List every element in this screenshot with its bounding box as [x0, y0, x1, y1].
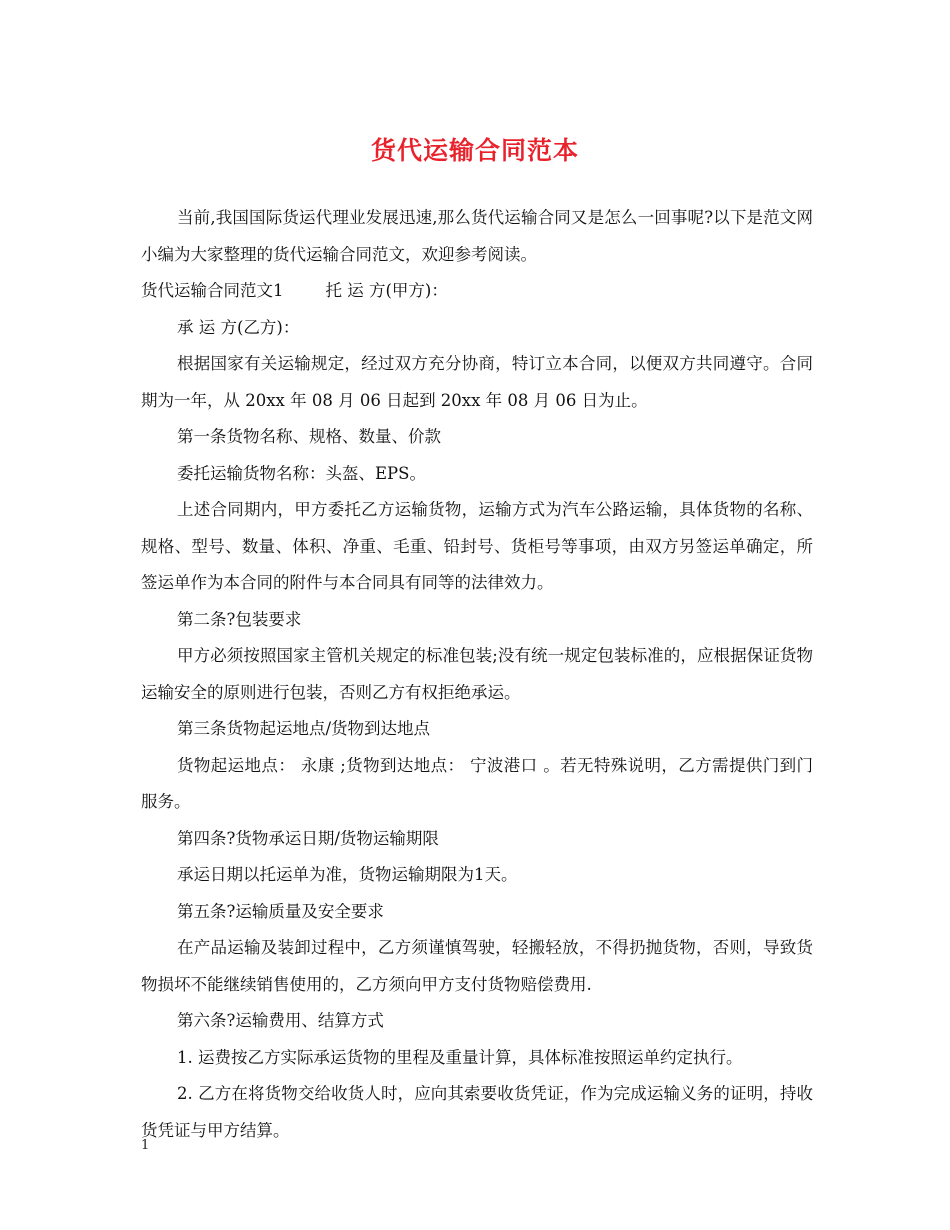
article-1-goods: 委托运输货物名称：头盔、EPS。: [177, 463, 426, 483]
party-a-label: 托 运 方(甲方)：: [325, 281, 448, 300]
document-body: [141, 200, 813, 1149]
article-6-heading: 第六条?运输费用、结算方式: [177, 1011, 384, 1030]
article-5-text: 在产品运输及装卸过程中，乙方须谨慎驾驶，轻搬轻放，不得扔抛货物，否则，导致货物损坏不能继续销售使用的，乙方须向甲方支付货物赔偿费用.: [141, 938, 813, 994]
article-1-text: 上述合同期内，甲方委托乙方运输货物，运输方式为汽车公路运输，具体货物的名称、规格、型号、数量、体积、净重、毛重、铅封号、货柜号等事项，由双方另签运单确定，所签运单作为本合同的附件与本合同具有同等的法律效力。: [141, 500, 813, 592]
sample-heading: 货代运输合同范文1: [141, 281, 284, 300]
article-4-text: 承运日期以托运单为准，货物运输期限为1天。: [177, 865, 518, 884]
sample-heading-line: [141, 273, 813, 310]
article-1-heading: 第一条货物名称、规格、数量、价款: [177, 427, 441, 446]
article-6-item-2: 2. 乙方在将货物交给收货人时，应向其索要收货凭证，作为完成运输义务的证明，持收货凭证与甲方结算。: [141, 1084, 813, 1140]
intro-paragraph: 当前,我国国际货运代理业发展迅速,那么货代运输合同又是怎么一回事呢?以下是范文网小编为大家整理的货代运输合同范文，欢迎参考阅读。: [141, 208, 813, 264]
preamble-paragraph: 根据国家有关运输规定，经过双方充分协商，特订立本合同，以便双方共同遵守。合同期为一年，从 20xx 年 08 月 06 日起到 20xx 年 08 月 06 日为止。: [141, 354, 813, 410]
document-title: 货代运输合同范本: [370, 136, 579, 165]
article-3-heading: 第三条货物起运地点/货物到达地点: [177, 719, 431, 738]
article-3-text: 货物起运地点： 永康 ;货物到达地点： 宁波港口 。若无特殊说明，乙方需提供门到门服务。: [141, 755, 813, 811]
article-5-heading: 第五条?运输质量及安全要求: [177, 901, 384, 921]
article-4-heading: 第四条?货物承运日期/货物运输期限: [177, 828, 439, 848]
page-number: 1: [141, 1138, 150, 1153]
article-2-text: 甲方必须按照国家主管机关规定的标准包装;没有统一规定包装标准的，应根据保证货物运输安全的原则进行包装，否则乙方有权拒绝承运。: [141, 646, 813, 702]
article-6-item-1: 1. 运费按乙方实际承运货物的里程及重量计算，具体标准按照运单约定执行。: [177, 1047, 743, 1067]
party-b-label: 承 运 方(乙方)：: [177, 317, 300, 337]
article-2-heading: 第二条?包装要求: [177, 609, 302, 629]
